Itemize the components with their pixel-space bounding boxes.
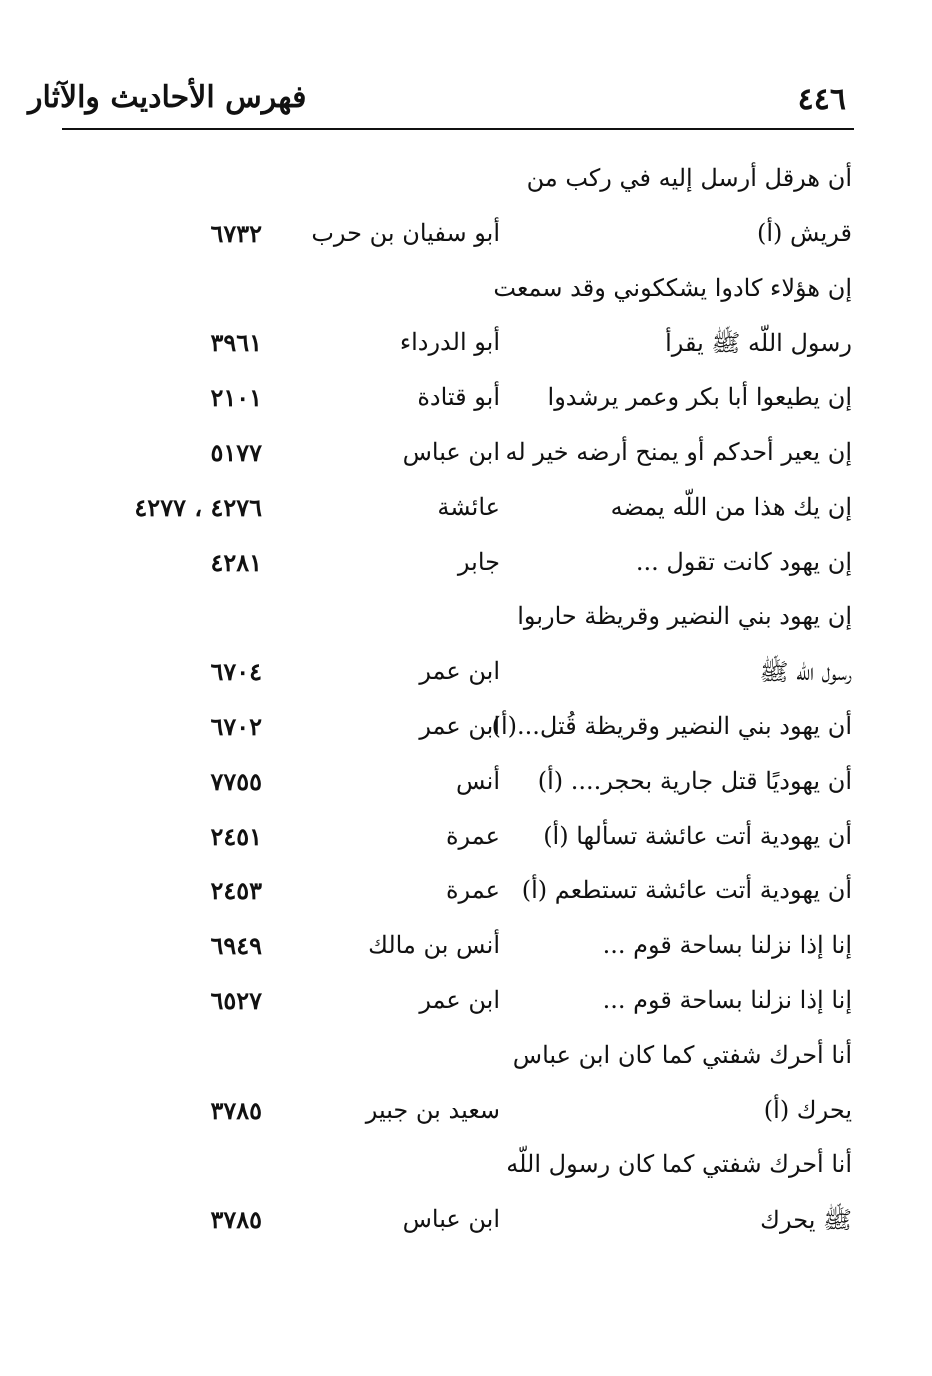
narrator-name: عمرة xyxy=(445,821,500,850)
hadith-text: يحرك (أ) xyxy=(763,1095,852,1124)
index-row xyxy=(0,432,932,487)
hadith-number: ٣٩٦١ xyxy=(210,328,262,358)
hadith-text: إن يهود كانت تقول ... xyxy=(635,547,852,576)
index-row xyxy=(0,651,932,706)
hadith-text: إن يك هذا من اللّه يمضه xyxy=(610,492,852,521)
index-row xyxy=(0,213,932,268)
index-row xyxy=(0,268,932,323)
hadith-number: ٦٩٤٩ xyxy=(210,931,262,961)
index-row xyxy=(0,706,932,761)
index-row xyxy=(0,1035,932,1090)
hadith-number: ٧٧٥٥ xyxy=(210,766,262,796)
hadith-number: ٣٧٨٥ xyxy=(210,1205,262,1235)
narrator-name: أبو قتادة xyxy=(417,383,500,412)
index-row xyxy=(0,158,932,213)
hadith-number: ٦٥٢٧ xyxy=(210,985,262,1015)
narrator-name: سعيد بن جبير xyxy=(365,1095,500,1124)
hadith-number: ٢١٠١ xyxy=(210,383,262,413)
hadith-text: رسول اللّه ﷺ يقرأ xyxy=(665,329,852,358)
hadith-text: إن هؤلاء كادوا يشككوني وقد سمعت xyxy=(493,273,852,302)
narrator-name: عمرة xyxy=(445,876,500,905)
narrator-name: ابن عمر xyxy=(419,657,500,686)
hadith-text: أن هرقل أرسل إليه في ركب من xyxy=(526,164,852,192)
hadith-text: ﷺ يحرك xyxy=(760,1206,852,1235)
hadith-text: إنا إذا نزلنا بساحة قوم ... xyxy=(602,931,852,960)
index-row xyxy=(0,596,932,651)
narrator-name: أبو سفيان بن حرب xyxy=(311,218,500,247)
index-row xyxy=(0,322,932,377)
hadith-text: أن يهود بني النضير وقريظة قُتل...(أ) xyxy=(491,711,852,740)
index-row xyxy=(0,1199,932,1254)
hadith-text: أنا أحرك شفتي كما كان رسول اللّه xyxy=(506,1150,852,1179)
index-row xyxy=(0,542,932,597)
narrator-name: أنس بن مالك xyxy=(368,931,500,960)
hadith-text: أن يهودية أتت عائشة تسألها (أ) xyxy=(543,821,852,850)
hadith-text: أن يهوديًا قتل جارية بحجر.... (أ) xyxy=(537,766,852,795)
hadith-number: ٦٧٠٤ xyxy=(210,657,262,687)
index-row xyxy=(0,761,932,816)
narrator-name: أبو الدرداء xyxy=(399,328,500,357)
hadith-number: ٣٧٨٥ xyxy=(210,1095,262,1125)
index-row xyxy=(0,980,932,1035)
narrator-name: ابن عباس xyxy=(402,437,500,466)
hadith-number: ٤٢٨١ xyxy=(210,547,262,577)
index-entries xyxy=(0,158,932,1254)
hadith-text: رسول اللّه ﷺ xyxy=(759,658,852,687)
narrator-name: ابن عباس xyxy=(402,1205,500,1234)
hadith-text: إنا إذا نزلنا بساحة قوم ... xyxy=(602,985,852,1014)
hadith-text: قريش (أ) xyxy=(756,218,852,247)
index-row xyxy=(0,925,932,980)
page-title: فهرس الأحاديث والآثار xyxy=(28,80,307,115)
index-row xyxy=(0,487,932,542)
narrator-name: جابر xyxy=(457,547,500,576)
hadith-text: أنا أحرك شفتي كما كان ابن عباس xyxy=(512,1040,852,1069)
index-row xyxy=(0,816,932,871)
narrator-name: ابن عمر xyxy=(419,985,500,1014)
index-row xyxy=(0,1144,932,1199)
hadith-number: ٦٧٣٢ xyxy=(210,218,262,248)
hadith-number: ٤٢٧٦ ، ٤٢٧٧ xyxy=(134,492,262,522)
index-row xyxy=(0,870,932,925)
narrator-name: عائشة xyxy=(437,492,500,521)
index-row xyxy=(0,377,932,432)
hadith-text: إن يعير أحدكم أو يمنح أرضه خير له xyxy=(505,437,852,466)
page-number: ٤٤٦ xyxy=(797,82,846,117)
hadith-text: أن يهودية أتت عائشة تستطعم (أ) xyxy=(521,876,852,905)
hadith-number: ٢٤٥٣ xyxy=(210,876,262,906)
narrator-name: ابن عمر xyxy=(419,711,500,740)
hadith-text: إن يهود بني النضير وقريظة حاربوا xyxy=(517,602,852,631)
hadith-number: ٢٤٥١ xyxy=(210,821,262,851)
hadith-number: ٥١٧٧ xyxy=(210,437,262,467)
hadith-number: ٦٧٠٢ xyxy=(210,711,262,741)
hadith-text: إن يطيعوا أبا بكر وعمر يرشدوا xyxy=(547,383,852,412)
header-rule xyxy=(62,128,854,130)
index-row xyxy=(0,1090,932,1145)
narrator-name: أنس xyxy=(456,766,500,795)
